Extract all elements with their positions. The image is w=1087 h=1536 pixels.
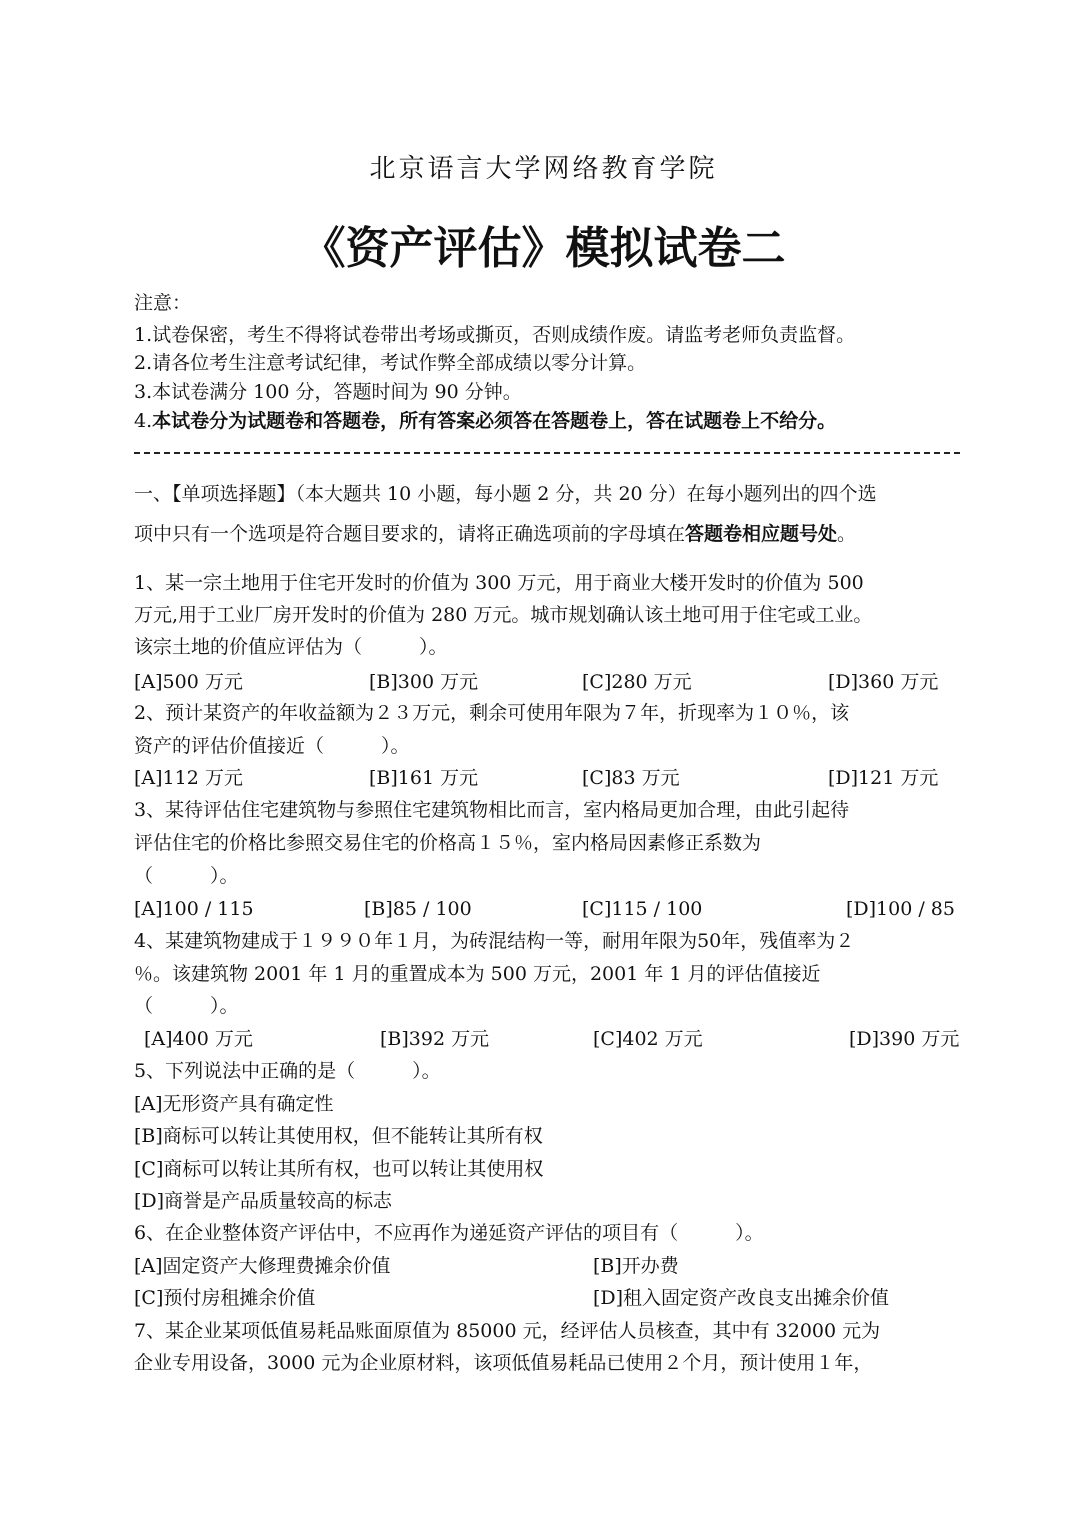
question-3-option-c: [C]115 / 100 <box>582 898 703 920</box>
question-1-option-b: [B]300 万元 <box>369 671 479 693</box>
question-7-line: 7、某企业某项低值易耗品账面原值为 85000 元，经评估人员核查，其中有 32000 元为 <box>134 1320 881 1342</box>
question-6-option-a: [A]固定资产大修理费摊余价值 <box>134 1255 391 1277</box>
question-3-line: 评估住宅的价格比参照交易住宅的价格高１５％，室内格局因素修正系数为 <box>134 832 762 854</box>
question-5-line: 5、下列说法中正确的是（ ）。 <box>134 1060 441 1082</box>
question-1-line: 该宗土地的价值应评估为（ ）。 <box>134 636 448 658</box>
notice-item: 1.试卷保密，考生不得将试卷带出考场或撕页，否则成绩作废。请监考老师负责监督。 <box>134 324 856 346</box>
question-4-line: ％。该建筑物 2001 年 1 月的重置成本为 500 万元，2001 年 1 月的评估值接近 <box>134 963 821 985</box>
question-4-option-d: [D]390 万元 <box>849 1028 960 1050</box>
question-7-line: 企业专用设备，3000 元为企业原材料，该项低值易耗品已使用２个月，预计使用１年， <box>134 1352 873 1374</box>
school-name: 北京语言大学网络教育学院 <box>369 154 718 184</box>
dashed-divider <box>134 452 960 454</box>
question-4-line: （ ）。 <box>134 995 239 1017</box>
question-3-option-a: [A]100 / 115 <box>134 898 254 920</box>
section-heading-line2 <box>134 521 856 547</box>
question-1-line: 万元,用于工业厂房开发时的价值为 280 万元。城市规划确认该土地可用于住宅或工业。 <box>134 604 873 626</box>
question-2-line: 资产的评估价值接近（ ）。 <box>134 735 410 757</box>
notice-item: 2.请各位考生注意考试纪律，考试作弊全部成绩以零分计算。 <box>134 352 647 374</box>
question-5-option-c: [C]商标可以转让其所有权，也可以转让其使用权 <box>134 1158 544 1180</box>
question-4-line: 4、某建筑物建成于１９９０年１月，为砖混结构一等，耐用年限为50年，残值率为２ <box>134 930 855 952</box>
question-1-line: 1、某一宗土地用于住宅开发时的价值为 300 万元，用于商业大楼开发时的价值为 500 <box>134 572 864 594</box>
notice-item: 3.本试卷满分 100 分，答题时间为 90 分钟。 <box>134 381 522 403</box>
section-heading-bold: 答题卷相应题号处 <box>685 523 838 545</box>
notice-item-4 <box>134 408 836 434</box>
question-5-option-a: [A]无形资产具有确定性 <box>134 1093 334 1115</box>
question-3-line: 3、某待评估住宅建筑物与参照住宅建筑物相比而言，室内格局更加合理，由此引起待 <box>134 799 850 821</box>
question-4-option-c: [C]402 万元 <box>593 1028 703 1050</box>
question-6-option-b: [B]开办费 <box>593 1255 679 1277</box>
section-heading-text: 项中只有一个选项是符合题目要求的，请将正确选项前的字母填在 <box>134 523 686 545</box>
notice-item-4-number: 4. <box>134 410 153 432</box>
question-2-option-d: [D]121 万元 <box>828 767 939 789</box>
question-5-option-d: [D]商誉是产品质量较高的标志 <box>134 1190 393 1212</box>
question-1-option-c: [C]280 万元 <box>582 671 692 693</box>
question-3-option-b: [B]85 / 100 <box>364 898 472 920</box>
notice-item-4-text: 本试卷分为试题卷和答题卷，所有答案必须答在答题卷上，答在试题卷上不给分。 <box>152 410 837 432</box>
question-2-option-b: [B]161 万元 <box>369 767 479 789</box>
question-3-line: （ ）。 <box>134 865 239 887</box>
question-2-option-a: [A]112 万元 <box>134 767 243 789</box>
question-5-option-b: [B]商标可以转让其使用权，但不能转让其所有权 <box>134 1125 543 1147</box>
question-4-option-b: [B]392 万元 <box>380 1028 490 1050</box>
question-3-option-d: [D]100 / 85 <box>846 898 955 920</box>
notice-heading: 注意： <box>134 292 192 314</box>
section-heading-line1: 一、【单项选择题】（本大题共 10 小题，每小题 2 分，共 20 分）在每小题列出的四个选 <box>134 483 877 505</box>
exam-title: 《资产评估》模拟试卷二 <box>301 223 786 274</box>
question-1-option-d: [D]360 万元 <box>828 671 939 693</box>
question-6-line: 6、在企业整体资产评估中，不应再作为递延资产评估的项目有（ ）。 <box>134 1222 764 1244</box>
question-4-option-a: [A]400 万元 <box>144 1028 253 1050</box>
question-2-option-c: [C]83 万元 <box>582 767 680 789</box>
question-2-line: 2、预计某资产的年收益额为２３万元，剩余可使用年限为７年，折现率为１０％，该 <box>134 702 850 724</box>
question-6-option-c: [C]预付房租摊余价值 <box>134 1287 316 1309</box>
question-1-option-a: [A]500 万元 <box>134 671 243 693</box>
section-heading-end: 。 <box>837 523 857 545</box>
question-6-option-d: [D]租入固定资产改良支出摊余价值 <box>593 1287 890 1309</box>
